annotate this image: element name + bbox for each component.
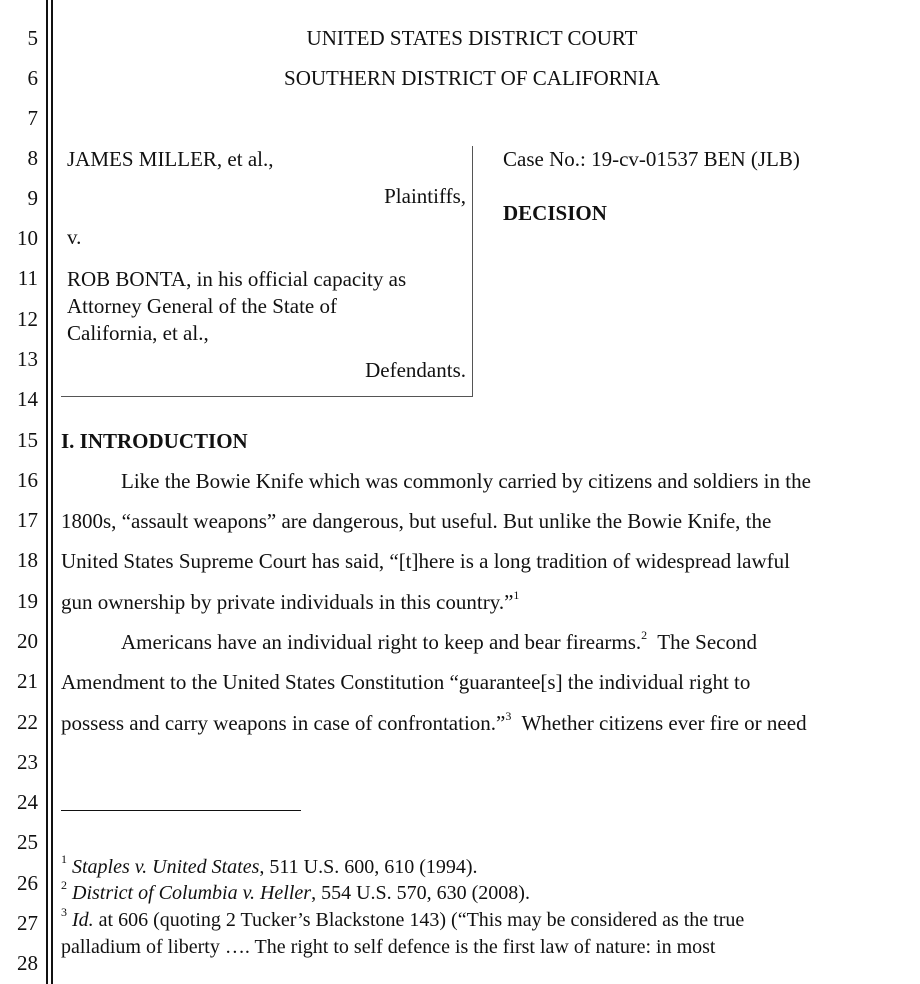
- left-margin-rule: [46, 0, 48, 984]
- versus: v.: [67, 225, 82, 249]
- document-title: DECISION: [503, 201, 607, 225]
- line-number: 20: [17, 629, 38, 653]
- line-number: 24: [17, 790, 38, 814]
- left-margin-rule-inner: [51, 0, 53, 984]
- footnote-reference[interactable]: 1: [513, 588, 520, 602]
- footnote-3: [61, 905, 745, 932]
- line-number: 13: [17, 347, 38, 371]
- body-line: Amendment to the United States Constitution “guarantee[s] the individual right to: [61, 670, 751, 694]
- line-number: 9: [27, 186, 38, 210]
- line-number: 12: [17, 307, 38, 331]
- case-number: Case No.: 19-cv-01537 BEN (JLB): [503, 147, 800, 171]
- line-number: 27: [17, 911, 38, 935]
- citation: , 511 U.S. 600, 610 (1994).: [259, 856, 478, 878]
- footnote-reference[interactable]: 3: [505, 709, 512, 723]
- footnote-mark: 3: [61, 905, 67, 920]
- plaintiff-role: Plaintiffs,: [384, 184, 466, 208]
- line-number: 26: [17, 871, 38, 895]
- body-line: [61, 711, 807, 735]
- footnote-mark: 2: [61, 878, 67, 893]
- body-line: United States Supreme Court has said, “[t]here is a long tradition of widespread lawful: [61, 549, 790, 573]
- line-number: 8: [27, 146, 38, 170]
- line-number: 22: [17, 710, 38, 734]
- line-number: 10: [17, 226, 38, 250]
- line-number: 15: [17, 428, 38, 452]
- id-citation: Id.: [72, 909, 94, 931]
- line-number: 19: [17, 589, 38, 613]
- line-number: 5: [27, 26, 38, 50]
- body-text: possess and carry weapons in case of confrontation.”: [61, 711, 506, 735]
- line-number: 17: [17, 508, 38, 532]
- defendant-line: ROB BONTA, in his official capacity as: [67, 267, 407, 291]
- line-number: 25: [17, 830, 38, 854]
- footnote-mark: 1: [61, 852, 67, 867]
- line-number: 28: [17, 951, 38, 975]
- court-district: SOUTHERN DISTRICT OF CALIFORNIA: [284, 66, 660, 90]
- body-line: [121, 630, 757, 654]
- footnote-reference[interactable]: 2: [641, 628, 648, 642]
- footnote-2: [61, 878, 530, 905]
- line-number: 11: [17, 266, 38, 290]
- body-text: Americans have an individual right to keep and bear firearms.: [121, 630, 642, 654]
- court-name: UNITED STATES DISTRICT COURT: [306, 26, 638, 50]
- footnote-separator: [61, 810, 301, 811]
- footnote-1: [61, 852, 478, 879]
- defendant-line: California, et al.,: [67, 321, 209, 345]
- body-line: Like the Bowie Knife which was commonly carried by citizens and soldiers in the: [121, 469, 811, 493]
- case-name: Staples v. United States: [72, 856, 260, 878]
- body-line: [61, 590, 519, 614]
- defendant-role: Defendants.: [365, 358, 466, 382]
- section-heading: I. INTRODUCTION: [61, 429, 248, 453]
- line-number: 6: [27, 66, 38, 90]
- case-name: District of Columbia v. Heller: [72, 882, 312, 904]
- body-text: The Second: [647, 630, 757, 654]
- line-number: 16: [17, 468, 38, 492]
- body-text: gun ownership by private individuals in this country.”: [61, 590, 514, 614]
- line-number: 18: [17, 548, 38, 572]
- citation: , 554 U.S. 570, 630 (2008).: [311, 882, 530, 904]
- citation: at 606 (quoting 2 Tucker’s Blackstone 143) (“This may be considered as the true: [93, 909, 745, 931]
- line-number: 23: [17, 750, 38, 774]
- defendant-line: Attorney General of the State of: [67, 294, 337, 318]
- plaintiff-name: JAMES MILLER, et al.,: [67, 147, 274, 171]
- body-line: 1800s, “assault weapons” are dangerous, but useful. But unlike the Bowie Knife, the: [61, 509, 772, 533]
- line-number: 7: [27, 106, 38, 130]
- footnote-3-continued: palladium of liberty …. The right to self defence is the first law of nature: in most: [61, 936, 716, 958]
- line-number: 14: [17, 387, 38, 411]
- line-number: 21: [17, 669, 38, 693]
- body-text: Whether citizens ever fire or need: [511, 711, 807, 735]
